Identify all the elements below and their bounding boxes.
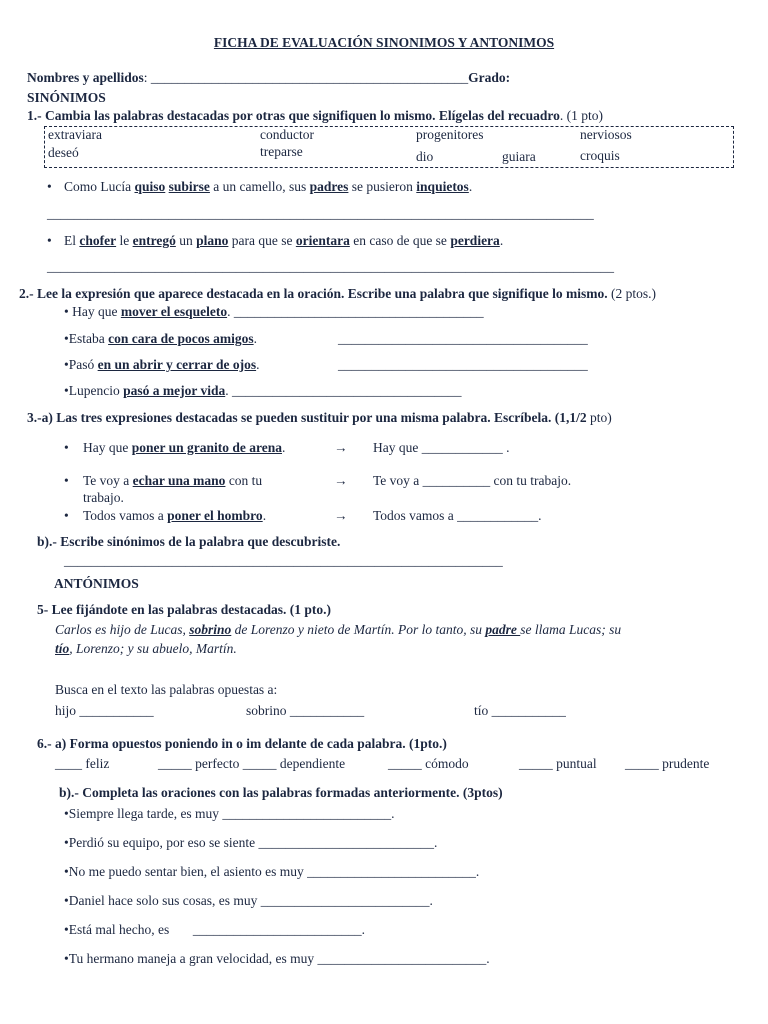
q6b-sentence-5[interactable]: [64, 922, 365, 938]
q3-item-pre: Te voy a: [83, 473, 133, 488]
s2-word-plano: plano: [196, 233, 229, 248]
q3-item-1: [83, 440, 285, 456]
name-label: [27, 70, 510, 86]
q3-item-post: con tu: [225, 473, 263, 488]
q6b-sentence-2[interactable]: [64, 835, 437, 851]
q5-text-line-1: [55, 622, 621, 638]
q2-item-pre: Estaba: [68, 331, 109, 346]
q2-item-pre: Lupencio: [68, 383, 124, 398]
s2-word-chofer: chofer: [79, 233, 117, 248]
q2-instruction-text: 2.- Lee la expresión que aparece destacada en la oración. Escribe una palabra que signifique lo mismo.: [19, 286, 608, 301]
sinonimos-heading: SINÓNIMOS: [27, 90, 106, 105]
s2-m1: le: [116, 233, 133, 248]
q1-instruction: [27, 108, 603, 124]
q2-item-pre: Pasó: [68, 357, 98, 372]
bullet: [64, 473, 69, 489]
q1-sentence-2: [64, 233, 503, 249]
q5-opposite-sobrino[interactable]: sobrino ___________: [246, 703, 365, 718]
q2-item-2: [64, 331, 257, 347]
q2-item-3: [64, 357, 259, 373]
q6-word-perfecto-dependiente[interactable]: _____ perfecto _____ dependiente: [158, 756, 346, 771]
q5-busca: Busca en el texto las palabras opuestas a:: [55, 682, 278, 697]
q3-expression: poner el hombro: [167, 508, 263, 523]
q5-text-c: se llama Lucas; su: [520, 622, 622, 637]
arrow-icon: →: [334, 473, 348, 488]
q6-instruction: 6.- a) Forma opuestos poniendo in o im delante de cada palabra. (1pto.): [37, 736, 447, 751]
q6b-sentence-text: Daniel hace solo sus cosas, es muy _________________________.: [68, 893, 433, 908]
q2-points: (2 ptos.): [607, 286, 657, 301]
q3-instruction-text: 3.-a) Las tres expresiones destacadas se pueden sustituir por una misma palabra. Escríbela. (1,1/2: [27, 410, 587, 425]
s1-word-quiso: quiso: [134, 179, 166, 194]
bullet: [64, 440, 69, 456]
q3-item-2: [83, 473, 262, 489]
q5-word-tio: tío: [55, 641, 70, 656]
q6-word-puntual[interactable]: _____ puntual: [519, 756, 597, 771]
q3-item-pre: Todos vamos a: [83, 508, 168, 523]
s2-pre: El: [64, 233, 80, 248]
word-treparse: treparse: [260, 144, 303, 159]
q1-sentence-1: [64, 179, 472, 195]
q6b-sentence-6[interactable]: [64, 951, 490, 967]
q6b-sentence-text: Está mal hecho, es _________________________.: [68, 922, 365, 937]
s1-word-subirse: subirse: [168, 179, 210, 194]
s1-mid2: se pusieron: [348, 179, 417, 194]
s1-word-padres: padres: [309, 179, 349, 194]
antonimos-heading: ANTÓNIMOS: [54, 576, 139, 591]
q1-instruction-text: 1.- Cambia las palabras destacadas por otras que signifiquen lo mismo. Elígelas del recuadro: [27, 108, 560, 123]
q2-answer-line[interactable]: _____________________________________: [338, 357, 588, 372]
q6b-sentence-text: Perdió su equipo, por eso se siente __________________________.: [68, 835, 438, 850]
q6b-sentence-1[interactable]: [64, 806, 395, 822]
q6b-sentence-text: No me puedo sentar bien, el asiento es muy _________________________.: [68, 864, 480, 879]
q2-expression: mover el esqueleto: [120, 304, 228, 319]
q5-word-sobrino: sobrino: [189, 622, 232, 637]
s2-m2: un: [175, 233, 197, 248]
q3-expression: echar una mano: [132, 473, 226, 488]
q3-expression: poner un granito de arena: [131, 440, 283, 455]
q3-item-post: .: [262, 508, 267, 523]
q2-expression: en un abrir y cerrar de ojos: [97, 357, 257, 372]
grade-label: Grado:: [468, 70, 511, 85]
s2-end: .: [499, 233, 504, 248]
q1-points: . (1 pto): [559, 108, 604, 123]
q5-opposite-hijo[interactable]: hijo ___________: [55, 703, 154, 718]
word-conductor: conductor: [260, 127, 314, 142]
s2-word-perdiera: perdiera: [450, 233, 500, 248]
q3-item-3: [83, 508, 266, 524]
q3b-answer-line[interactable]: _________________________________________________________________: [64, 553, 503, 568]
q2-answer-line[interactable]: . __________________________________: [225, 383, 462, 398]
q2-instruction: [19, 286, 656, 302]
q2-item-4: [64, 383, 461, 399]
q3-answer-1[interactable]: Hay que ____________ .: [373, 440, 510, 455]
q6b-sentence-text: Siempre llega tarde, es muy _________________________.: [68, 806, 395, 821]
word-progenitores: progenitores: [416, 127, 484, 142]
q5-text-d: , Lorenzo; y su abuelo, Martín.: [69, 641, 237, 656]
q6-word-feliz[interactable]: ____ feliz: [55, 756, 110, 771]
q3-points: pto): [586, 410, 612, 425]
q2-item-pre: Hay que: [72, 304, 121, 319]
q1-answer-line-2[interactable]: ____________________________________________________________________________________: [47, 259, 614, 274]
q6b-sentence-text: Tu hermano maneja a gran velocidad, es muy _________________________.: [68, 951, 490, 966]
q5-opposite-tio[interactable]: tío ___________: [474, 703, 566, 718]
q5-word-padre: padre: [485, 622, 521, 637]
s2-m3: para que se: [228, 233, 296, 248]
word-guiara: guiara: [502, 149, 536, 164]
s1-end: .: [468, 179, 473, 194]
q6b-instruction: b).- Completa las oraciones con las palabras formadas anteriormente. (3ptos): [59, 785, 503, 800]
bullet: [64, 304, 69, 319]
bullet: [47, 179, 52, 195]
q6b-sentence-4[interactable]: [64, 893, 433, 909]
s2-word-entrego: entregó: [132, 233, 176, 248]
s2-m4: en caso de que se: [349, 233, 451, 248]
q2-item-post: .: [253, 331, 257, 346]
s1-mid: a un camello, sus: [209, 179, 310, 194]
bullet: [64, 508, 69, 524]
q3b-instruction: b).- Escribe sinónimos de la palabra que descubriste.: [37, 534, 341, 549]
bullet: [47, 233, 52, 249]
q6-word-comodo[interactable]: _____ cómodo: [388, 756, 469, 771]
q2-expression: con cara de pocos amigos: [108, 331, 254, 346]
q3-answer-3[interactable]: Todos vamos a ____________.: [373, 508, 542, 523]
q3-instruction: [27, 410, 612, 426]
q5-text-line-2: [55, 641, 237, 657]
q6b-sentence-3[interactable]: [64, 864, 479, 880]
word-croquis: croquis: [580, 148, 620, 163]
s1-pre: Como Lucía: [64, 179, 135, 194]
q6-word-prudente[interactable]: _____ prudente: [625, 756, 710, 771]
q2-item-post: .: [256, 357, 260, 372]
s2-word-orientara: orientara: [295, 233, 350, 248]
q3-item-pre: Hay que: [83, 440, 132, 455]
q1-answer-line-1[interactable]: _________________________________________________________________________________: [47, 206, 594, 221]
page-title: FICHA DE EVALUACIÓN SINONIMOS Y ANTONIMOS: [213, 35, 555, 50]
word-extraviara: extraviara: [48, 127, 102, 142]
q3-item-2-continuation: trabajo.: [83, 490, 124, 505]
q3-answer-2[interactable]: Te voy a __________ con tu trabajo.: [373, 473, 572, 488]
q2-expression: pasó a mejor vida: [123, 383, 226, 398]
name-line[interactable]: : _______________________________________________: [143, 70, 469, 85]
q2-answer-line[interactable]: . _____________________________________: [227, 304, 484, 319]
q5-text-b: de Lorenzo y nieto de Martín. Por lo tanto, su: [231, 622, 486, 637]
word-nerviosos: nerviosos: [580, 127, 632, 142]
s1-word-inquietos: inquietos: [416, 179, 469, 194]
q3-item-post: .: [282, 440, 286, 455]
q5-text-a: Carlos es hijo de Lucas,: [55, 622, 190, 637]
name-label-text: Nombres y apellidos: [27, 70, 144, 85]
q5-instruction: 5- Lee fijándote en las palabras destacadas. (1 pto.): [37, 602, 331, 617]
arrow-icon: →: [334, 440, 348, 455]
arrow-icon: →: [334, 508, 348, 523]
q2-answer-line[interactable]: _____________________________________: [338, 331, 588, 346]
q2-item-1: [64, 304, 484, 320]
word-deseo: deseó: [48, 145, 79, 160]
word-dio: dio: [416, 149, 434, 164]
